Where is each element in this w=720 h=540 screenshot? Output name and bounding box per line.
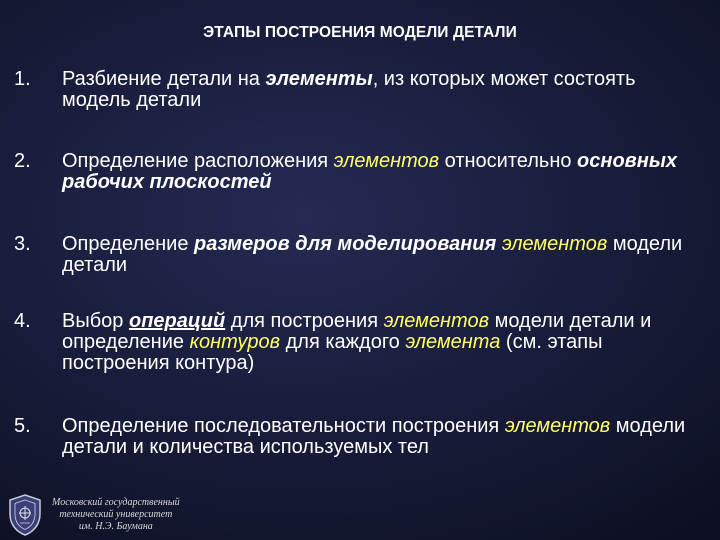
- step-text: [62, 416, 702, 458]
- step-text-segment: модели детали и определение: [62, 310, 652, 353]
- step-text-segment: модели детали: [62, 233, 683, 276]
- university-crest-icon: [8, 494, 42, 536]
- step-number: 5.: [14, 415, 31, 437]
- step-text-segment: Выбор: [62, 310, 129, 332]
- step-text-segment: , из которых может состоять модель детали: [62, 68, 636, 111]
- step-text-segment: модели детали и количества используемых тел: [62, 415, 686, 458]
- step-text-segment: операций: [128, 310, 226, 332]
- step-text-segment: элементы: [265, 68, 373, 90]
- footer-line: Московский государственный: [52, 497, 180, 508]
- step-number: 1.: [14, 68, 31, 90]
- step-text-segment: для каждого: [280, 331, 406, 353]
- step-text-segment: элементов: [501, 233, 608, 255]
- step-text: [62, 311, 702, 374]
- step-text-segment: основных рабочих плоскостей: [62, 150, 678, 193]
- step-text-segment: Разбиение детали на: [62, 68, 266, 90]
- step-text-segment: Определение: [62, 233, 195, 255]
- step-number: 3.: [14, 233, 31, 255]
- step-text-segment: элементов: [333, 150, 440, 172]
- step-text-segment: элементов: [504, 415, 611, 437]
- footer-line: технический университет: [59, 509, 173, 520]
- footer-line: им. Н.Э. Баумана: [78, 521, 153, 532]
- slide-title: ЭТАПЫ ПОСТРОЕНИЯ МОДЕЛИ ДЕТАЛИ: [203, 24, 517, 41]
- step-text: [62, 69, 702, 111]
- step-text-segment: элемента: [405, 331, 501, 353]
- step-text-segment: элементов: [383, 310, 490, 332]
- step-text: [62, 151, 702, 193]
- step-text-segment: для построения: [225, 310, 384, 332]
- university-logo: [8, 494, 180, 536]
- step-text: [62, 234, 702, 276]
- step-text-segment: контуров: [189, 331, 281, 353]
- step-number: 4.: [14, 310, 31, 332]
- university-name: [52, 497, 180, 533]
- step-number: 2.: [14, 150, 31, 172]
- step-text-segment: Определение расположения: [62, 150, 334, 172]
- step-text-segment: (см. этапы построения контура): [62, 331, 603, 374]
- step-text-segment: размеров для моделирования: [194, 233, 497, 255]
- step-text-segment: Определение последовательности построения: [62, 415, 505, 437]
- step-text-segment: относительно: [439, 150, 578, 172]
